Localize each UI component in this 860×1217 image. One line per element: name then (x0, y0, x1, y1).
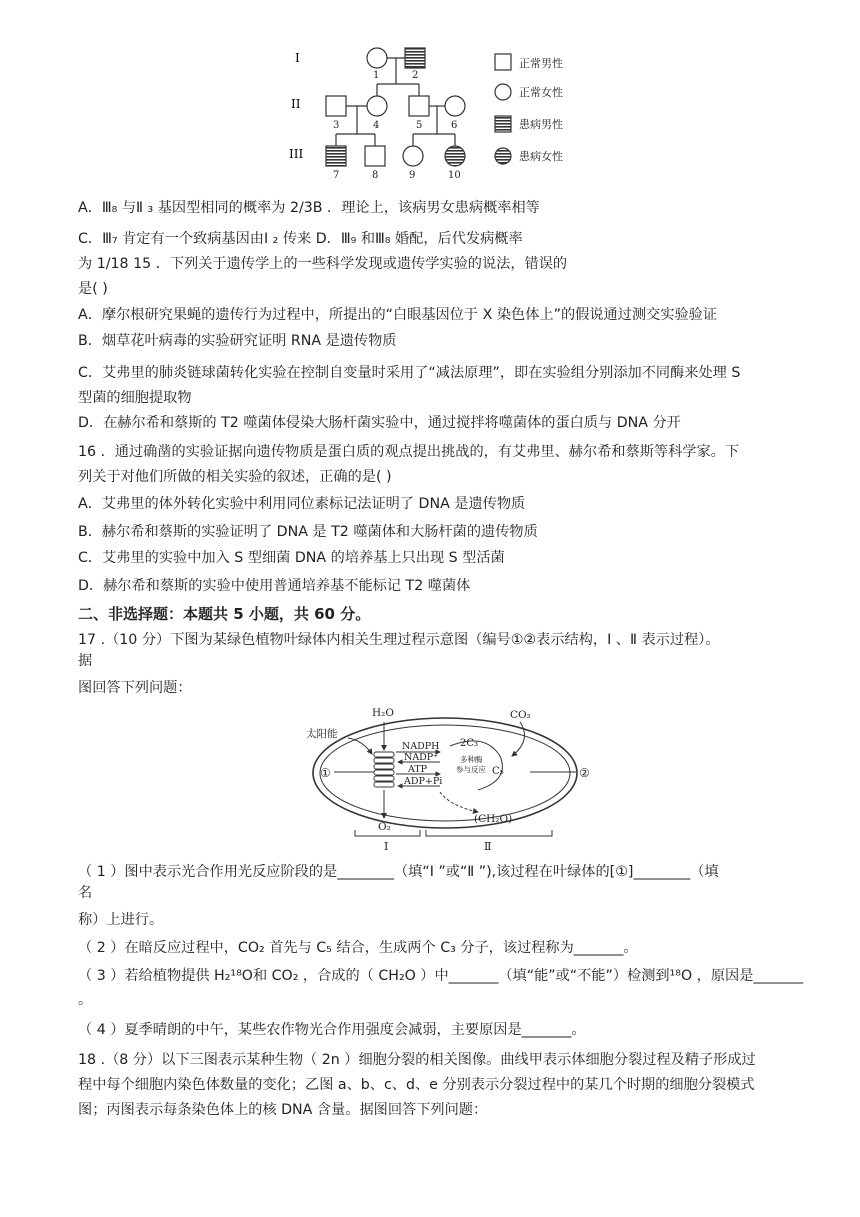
individual-2 (405, 48, 425, 68)
generation-label-3: III (289, 147, 304, 161)
individual-3 (326, 96, 346, 116)
q15-option-c-line1: C．艾弗里的肺炎链球菌转化实验在控制自变量时采用了“减法原理”，即在实验组分别添加不同酶来处理 S (78, 365, 741, 381)
q15-option-c-line2: 型菌的细胞提取物 (78, 390, 192, 406)
id-label-5: 5 (416, 120, 423, 131)
id-label-10: 10 (448, 170, 461, 181)
q15-option-a: A．摩尔根研究果蝇的遗传行为过程中，所提出的“白眼基因位于 X 染色体上”的假说通过测交实验验证 (78, 307, 718, 323)
id-label-9: 9 (409, 170, 416, 181)
id-label-6: 6 (451, 120, 458, 131)
generation-label-2: II (291, 97, 301, 111)
q18-stem-line3: 图；丙图表示每条染色体上的核 DNA 含量。据图回答下列问题： (78, 1102, 488, 1118)
q17-subq3: （ 3 ）若给植物提供 H₂¹⁸O和 CO₂ ，合成的（ CH₂O ）中_______（填“能”或“不能”）检测到¹⁸O ，原因是_______ (78, 968, 804, 984)
id-label-8: 8 (372, 170, 379, 181)
legend-affected-male: 患病男性 (519, 118, 563, 131)
thylakoid-stack (374, 752, 394, 787)
q16-option-d: D．赫尔希和蔡斯的实验中使用普通培养基不能标记 T2 噬菌体 (78, 578, 471, 594)
generation-label-1: I (295, 51, 300, 65)
individual-7 (326, 146, 346, 166)
label-ch2o: (CH₂O) (474, 813, 513, 825)
label-nadp: NADP⁺ (404, 752, 439, 763)
individual-8 (365, 146, 385, 166)
q17-subq2: （ 2 ）在暗反应过程中，CO₂ 首先与 C₅ 结合，生成两个 C₃ 分子，该过程称为_______。 (78, 940, 638, 956)
q17-stem-line3: 图回答下列问题： (78, 680, 192, 696)
label-o2: O₂ (378, 821, 391, 833)
individual-10 (445, 146, 465, 166)
q17-subq1-line2: 名 (78, 885, 93, 901)
legend-normal-male-symbol (495, 54, 511, 70)
q16-option-c: C．艾弗里的实验中加入 S 型细菌 DNA 的培养基上只出现 S 型活菌 (78, 550, 505, 566)
chloroplast-figure (300, 700, 610, 855)
q17-subq4: （ 4 ）夏季晴朗的中午，某些农作物光合作用强度会减弱，主要原因是_______。 (78, 1022, 586, 1038)
legend-affected-female-symbol (495, 148, 511, 164)
individual-1 (367, 48, 387, 68)
q14-options-ab: A．Ⅲ₈ 与Ⅱ ₃ 基因型相同的概率为 2/3B ．理论上，该病男女患病概率相等 (78, 200, 540, 216)
label-process-2: Ⅱ (484, 840, 492, 853)
individual-6 (445, 96, 465, 116)
label-process-1: Ⅰ (384, 840, 389, 853)
label-sunlight: 太阳能 (306, 728, 338, 740)
q16-option-b: B．赫尔希和蔡斯的实验证明了 DNA 是 T2 噬菌体和大肠杆菌的遗传物质 (78, 524, 538, 540)
legend-affected-female: 患病女性 (519, 150, 563, 163)
q17-subq1-line3: 称）上进行。 (78, 912, 164, 928)
id-label-1: 1 (373, 70, 380, 81)
q15-option-b: B．烟草花叶病毒的实验研究证明 RNA 是遗传物质 (78, 333, 397, 349)
q15-option-d: D．在赫尔希和蔡斯的 T2 噬菌体侵染大肠杆菌实验中，通过搅拌将噬菌体的蛋白质与 DNA 分开 (78, 415, 681, 431)
label-adp-pi: ADP+Pi (404, 776, 443, 787)
legend-affected-male-symbol (495, 116, 511, 132)
legend-normal-female-symbol (495, 84, 511, 100)
q16-stem-line2: 列关于对他们所做的相关实验的叙述，正确的是( ) (78, 469, 392, 485)
id-label-4: 4 (373, 120, 380, 131)
label-c5: C₅ (492, 766, 504, 777)
chloroplast-outer-membrane (313, 718, 577, 828)
label-nadph: NADPH (402, 741, 440, 752)
q18-stem-line1: 18 .（8 分）以下三图表示某种生物（ 2n ）细胞分裂的相关图像。曲线甲表示体细胞分裂过程及精子形成过 (78, 1052, 756, 1068)
section-2-heading: 二、非选择题：本题共 5 小题，共 60 分。 (78, 605, 371, 623)
legend-normal-female: 正常女性 (519, 86, 563, 99)
label-structure-1: ① (320, 766, 331, 780)
chloroplast-inner-membrane (320, 725, 570, 821)
label-enzymes: 多种酶 (460, 755, 483, 764)
q14-options-cd: C．Ⅲ₇ 肯定有一个致病基因由Ⅰ ₂ 传来 D．Ⅲ₉ 和Ⅲ₈ 婚配，后代发病概率 (78, 231, 523, 247)
individual-5 (409, 96, 429, 116)
id-label-7: 7 (333, 170, 340, 181)
label-2c3: 2C₃ (460, 738, 479, 749)
individual-4 (367, 96, 387, 116)
id-label-2: 2 (412, 70, 419, 81)
label-structure-2: ② (579, 766, 590, 780)
q15-stem-line2: 是( ) (78, 281, 108, 297)
q17-stem-line1: 17 .（10 分）下图为某绿色植物叶绿体内相关生理过程示意图（编号①②表示结构，Ⅰ 、Ⅱ 表示过程）。 (78, 632, 720, 648)
q17-subq3-end: 。 (78, 992, 93, 1008)
label-h2o: H₂O (372, 707, 394, 719)
individual-9 (403, 146, 423, 166)
q16-stem-line1: 16 ．通过确凿的实验证据向遗传物质是蛋白质的观点提出挑战的，有艾弗里、赫尔希和蔡斯等科学家。下 (78, 444, 740, 460)
q17-subq1-line1: （ 1 ）图中表示光合作用光反应阶段的是________（填“Ⅰ ”或“Ⅱ ”),该过程在叶绿体的[①]________（填 (78, 864, 719, 880)
label-atp: ATP (408, 764, 428, 775)
legend-normal-male: 正常男性 (519, 57, 563, 70)
id-label-3: 3 (333, 120, 340, 131)
q15-stem-line1: 为 1/18 15 ．下列关于遗传学上的一些科学发现或遗传学实验的说法，错误的 (78, 256, 568, 272)
pedigree-figure (285, 36, 595, 186)
label-reaction: 参与反应 (456, 765, 486, 774)
q18-stem-line2: 程中每个细胞内染色体数量的变化；乙图 a、b、c、d、e 分别表示分裂过程中的某几个时期的细胞分裂模式 (78, 1077, 755, 1093)
q17-stem-line2: 据 (78, 653, 93, 669)
q16-option-a: A．艾弗里的体外转化实验中利用同位素标记法证明了 DNA 是遗传物质 (78, 496, 526, 512)
label-co2: CO₂ (510, 709, 531, 721)
